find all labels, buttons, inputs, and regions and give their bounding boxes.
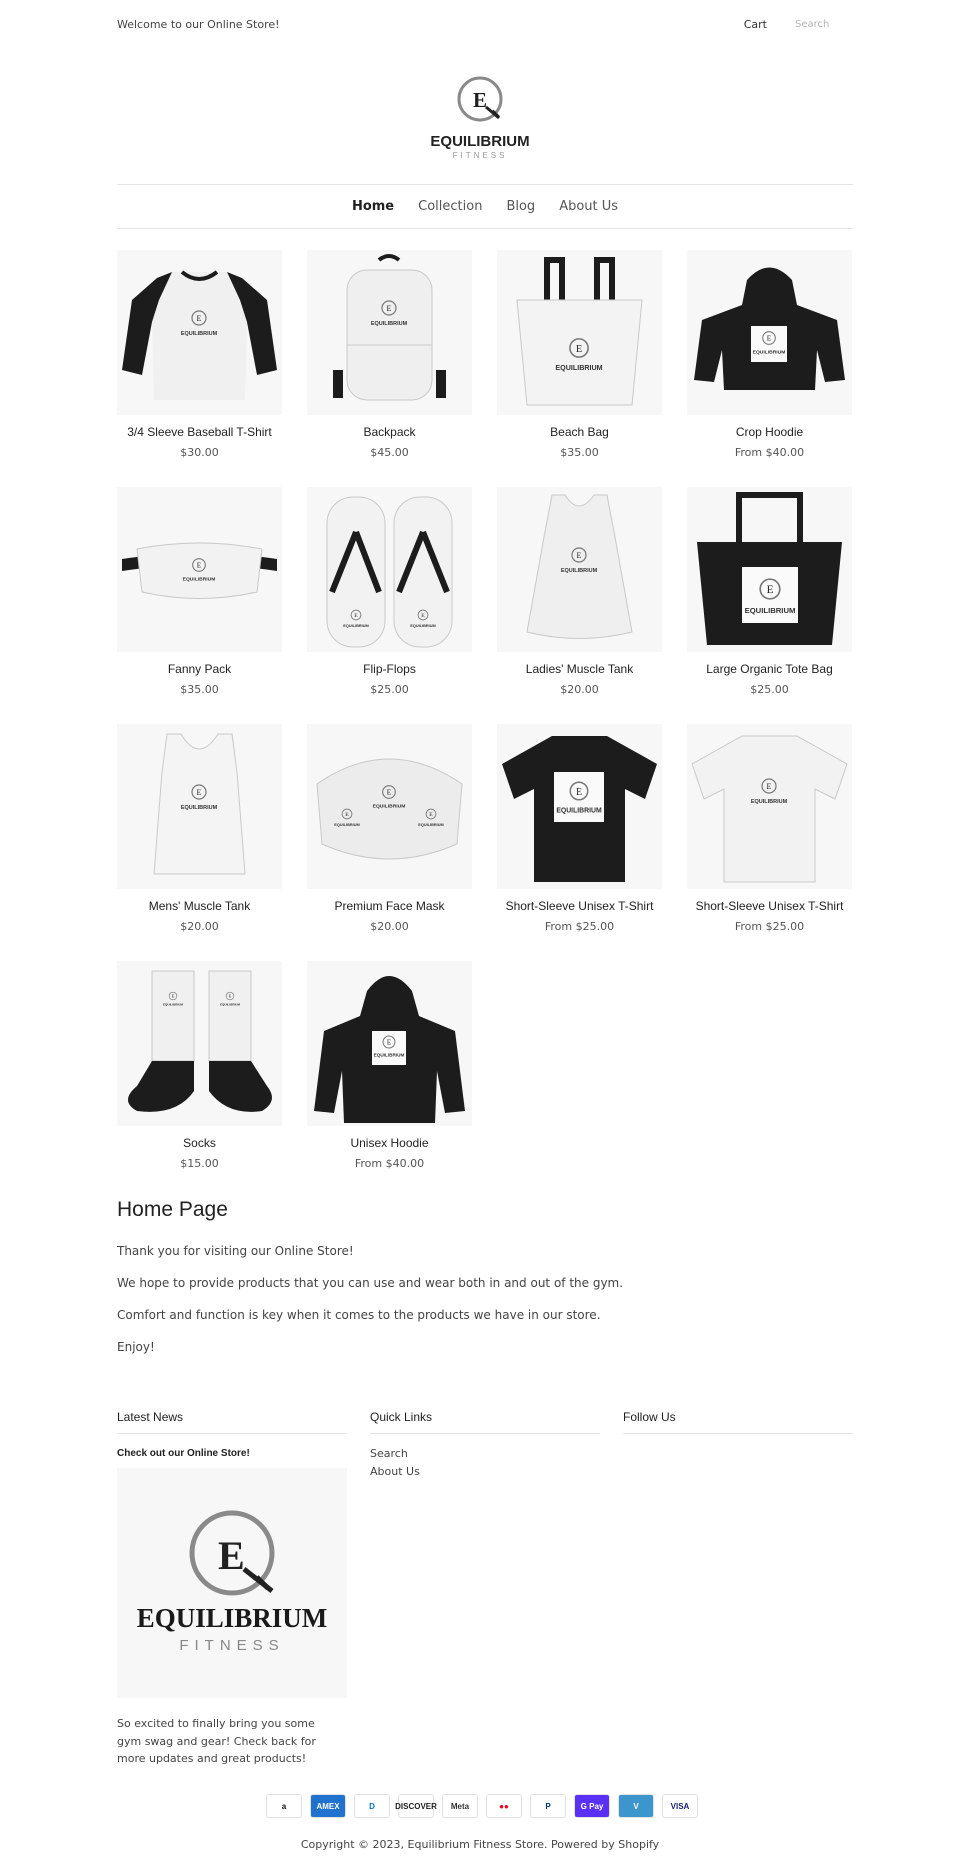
svg-text:EQUILIBRIUM: EQUILIBRIUM <box>560 568 598 574</box>
welcome-message: Welcome to our Online Store! <box>117 17 280 31</box>
svg-text:E: E <box>218 1533 245 1578</box>
product-name[interactable]: Short-Sleeve Unisex T-Shirt <box>505 899 654 913</box>
paypal-icon: P <box>530 1794 566 1818</box>
product-card[interactable] <box>117 250 282 487</box>
black-tshirt-image[interactable] <box>497 724 662 889</box>
diners-club-icon: D <box>354 1794 390 1818</box>
product-price: $35.00 <box>180 683 219 696</box>
svg-text:EQUILIBRIUM: EQUILIBRIUM <box>343 623 369 628</box>
news-post-excerpt: So excited to finally bring you some gym swag and gear! Check back for more updates and great products! <box>117 1717 316 1765</box>
white-tshirt-image[interactable] <box>687 724 852 889</box>
product-price: From $40.00 <box>354 1157 425 1170</box>
svg-text:EQUILIBRIUM: EQUILIBRIUM <box>334 822 360 827</box>
copyright: Copyright © 2023, Equilibrium Fitness Store. Powered by Shopify <box>300 1838 660 1851</box>
product-card[interactable] <box>687 724 852 961</box>
product-name[interactable]: Unisex Hoodie <box>350 1136 429 1150</box>
svg-text:E: E <box>473 88 488 112</box>
product-name[interactable]: Premium Face Mask <box>334 899 445 913</box>
hoodie-image[interactable] <box>307 961 472 1126</box>
product-name[interactable]: Large Organic Tote Bag <box>706 662 833 676</box>
mastercard-icon: ●● <box>486 1794 522 1818</box>
product-card[interactable] <box>307 487 472 724</box>
quick-link-about-us[interactable]: About Us <box>370 1465 420 1478</box>
face-mask-image[interactable] <box>307 724 472 889</box>
product-price: $20.00 <box>370 920 409 933</box>
meta-pay-icon: Meta <box>442 1794 478 1818</box>
svg-text:E: E <box>386 1039 392 1047</box>
news-post-image[interactable] <box>117 1468 347 1698</box>
product-card[interactable] <box>497 724 662 961</box>
product-name[interactable]: Fanny Pack <box>167 662 232 676</box>
svg-text:EQUILIBRIUM: EQUILIBRIUM <box>752 350 786 356</box>
svg-text:EQUILIBRIUM: EQUILIBRIUM <box>220 1002 240 1007</box>
product-name[interactable]: Flip-Flops <box>363 662 416 676</box>
svg-text:E: E <box>386 788 392 797</box>
svg-text:E: E <box>345 812 349 819</box>
amex-icon: AMEX <box>310 1794 346 1818</box>
product-price: From $25.00 <box>544 920 615 933</box>
svg-text:E: E <box>766 584 774 597</box>
payment-icons <box>266 1794 698 1818</box>
svg-text:EQUILIBRIUM: EQUILIBRIUM <box>555 364 603 373</box>
svg-text:EQUILIBRIUM: EQUILIBRIUM <box>136 1603 328 1633</box>
amazon-pay-icon: a <box>266 1794 302 1818</box>
home-title: Home Page <box>117 1198 228 1221</box>
svg-text:E: E <box>429 812 433 819</box>
nav-collection[interactable]: Collection <box>418 199 483 214</box>
product-card[interactable] <box>497 250 662 487</box>
footer-latest-news <box>117 1410 347 1768</box>
svg-text:EQUILIBRIUM: EQUILIBRIUM <box>556 807 602 815</box>
product-card[interactable] <box>687 487 852 724</box>
nav-about-us[interactable]: About Us <box>559 199 619 214</box>
nav-blog[interactable]: Blog <box>506 199 536 214</box>
baseball-shirt-image[interactable] <box>117 250 282 415</box>
tote-bag-image[interactable] <box>687 487 852 652</box>
product-price: $20.00 <box>180 920 219 933</box>
product-card[interactable] <box>117 961 282 1198</box>
svg-text:FITNESS: FITNESS <box>179 1637 285 1654</box>
latest-news-heading: Latest News <box>117 1410 347 1434</box>
product-card[interactable] <box>307 724 472 961</box>
svg-text:E: E <box>576 551 582 560</box>
product-card[interactable] <box>117 487 282 724</box>
svg-text:FITNESS: FITNESS <box>452 151 508 160</box>
discover-icon: DISCOVER <box>398 1794 434 1818</box>
footer <box>117 1410 853 1768</box>
nav-home[interactable]: Home <box>351 199 395 214</box>
follow-us-heading: Follow Us <box>623 1410 853 1434</box>
product-price: $35.00 <box>560 446 599 459</box>
svg-text:E: E <box>766 334 772 343</box>
product-card[interactable] <box>497 487 662 724</box>
beach-bag-image[interactable] <box>497 250 662 415</box>
product-card[interactable] <box>307 961 472 1198</box>
svg-text:EQUILIBRIUM: EQUILIBRIUM <box>750 799 788 805</box>
store-logo[interactable] <box>420 74 540 160</box>
product-name[interactable]: Ladies' Muscle Tank <box>525 662 634 676</box>
product-price: $25.00 <box>370 683 409 696</box>
svg-text:E: E <box>196 314 202 323</box>
svg-text:EQUILIBRIUM: EQUILIBRIUM <box>372 804 406 810</box>
product-name[interactable]: Crop Hoodie <box>735 425 804 439</box>
svg-text:EQUILIBRIUM: EQUILIBRIUM <box>373 1052 405 1058</box>
svg-text:EQUILIBRIUM: EQUILIBRIUM <box>418 822 444 827</box>
product-price: $30.00 <box>180 446 219 459</box>
product-name[interactable]: Socks <box>183 1136 216 1150</box>
logo-image-icon <box>132 1503 332 1663</box>
svg-text:E: E <box>196 561 202 570</box>
svg-text:EQUILIBRIUM: EQUILIBRIUM <box>180 331 218 337</box>
crop-hoodie-image[interactable] <box>687 250 852 415</box>
svg-text:E: E <box>196 788 202 797</box>
home-content <box>117 1198 853 1354</box>
product-name[interactable]: Beach Bag <box>550 425 609 439</box>
svg-text:EQUILIBRIUM: EQUILIBRIUM <box>410 623 436 628</box>
product-price: From $25.00 <box>734 920 805 933</box>
quick-links-heading: Quick Links <box>370 1410 600 1434</box>
product-name[interactable]: Short-Sleeve Unisex T-Shirt <box>695 899 844 913</box>
svg-text:EQUILIBRIUM: EQUILIBRIUM <box>182 577 216 583</box>
product-name[interactable]: Backpack <box>363 425 416 439</box>
socks-image[interactable] <box>117 961 282 1126</box>
svg-text:EQUILIBRIUM: EQUILIBRIUM <box>180 805 218 811</box>
main-nav <box>117 184 853 229</box>
venmo-icon: V <box>618 1794 654 1818</box>
product-price: $20.00 <box>560 683 599 696</box>
home-paragraph: Enjoy! <box>117 1340 155 1354</box>
quick-link-search[interactable]: Search <box>370 1447 408 1460</box>
product-card[interactable] <box>307 250 472 487</box>
product-grid <box>117 250 853 1198</box>
product-price: $25.00 <box>750 683 789 696</box>
visa-icon: VISA <box>662 1794 698 1818</box>
shop-pay-icon: G Pay <box>574 1794 610 1818</box>
svg-text:EQUILIBRIUM: EQUILIBRIUM <box>744 605 796 615</box>
svg-text:E: E <box>228 993 232 999</box>
home-paragraph: Comfort and function is key when it comes to the products we have in our store. <box>117 1308 601 1322</box>
backpack-image[interactable] <box>307 250 472 415</box>
svg-text:EQUILIBRIUM: EQUILIBRIUM <box>430 133 530 150</box>
top-bar <box>117 0 853 48</box>
product-price: From $40.00 <box>734 446 805 459</box>
svg-text:E: E <box>766 782 772 791</box>
product-card[interactable] <box>687 250 852 487</box>
home-paragraph: Thank you for visiting our Online Store! <box>117 1244 354 1258</box>
footer-quick-links <box>370 1410 600 1768</box>
home-paragraph: We hope to provide products that you can use and wear both in and out of the gym. <box>117 1276 624 1290</box>
svg-text:EQUILIBRIUM: EQUILIBRIUM <box>163 1002 183 1007</box>
svg-text:E: E <box>421 613 425 620</box>
svg-text:E: E <box>171 993 175 999</box>
ladies-tank-image[interactable] <box>497 487 662 652</box>
product-name[interactable]: Mens' Muscle Tank <box>148 899 251 913</box>
product-card[interactable] <box>117 724 282 961</box>
svg-text:EQUILIBRIUM: EQUILIBRIUM <box>370 321 408 327</box>
cart-link[interactable]: Cart <box>743 17 767 31</box>
mens-tank-image[interactable] <box>117 724 282 889</box>
svg-text:E: E <box>575 343 583 355</box>
search-input[interactable] <box>777 13 853 35</box>
flip-flops-image[interactable] <box>307 487 472 652</box>
svg-text:E: E <box>354 613 358 620</box>
product-name[interactable]: 3/4 Sleeve Baseball T-Shirt <box>127 425 272 439</box>
product-price: $45.00 <box>370 446 409 459</box>
footer-follow-us <box>623 1410 853 1768</box>
top-bar-actions <box>744 13 853 35</box>
news-post-title[interactable]: Check out our Online Store! <box>117 1448 250 1459</box>
product-price: $15.00 <box>180 1157 219 1170</box>
svg-text:E: E <box>575 786 583 798</box>
fanny-pack-image[interactable] <box>117 487 282 652</box>
svg-text:E: E <box>386 304 392 313</box>
